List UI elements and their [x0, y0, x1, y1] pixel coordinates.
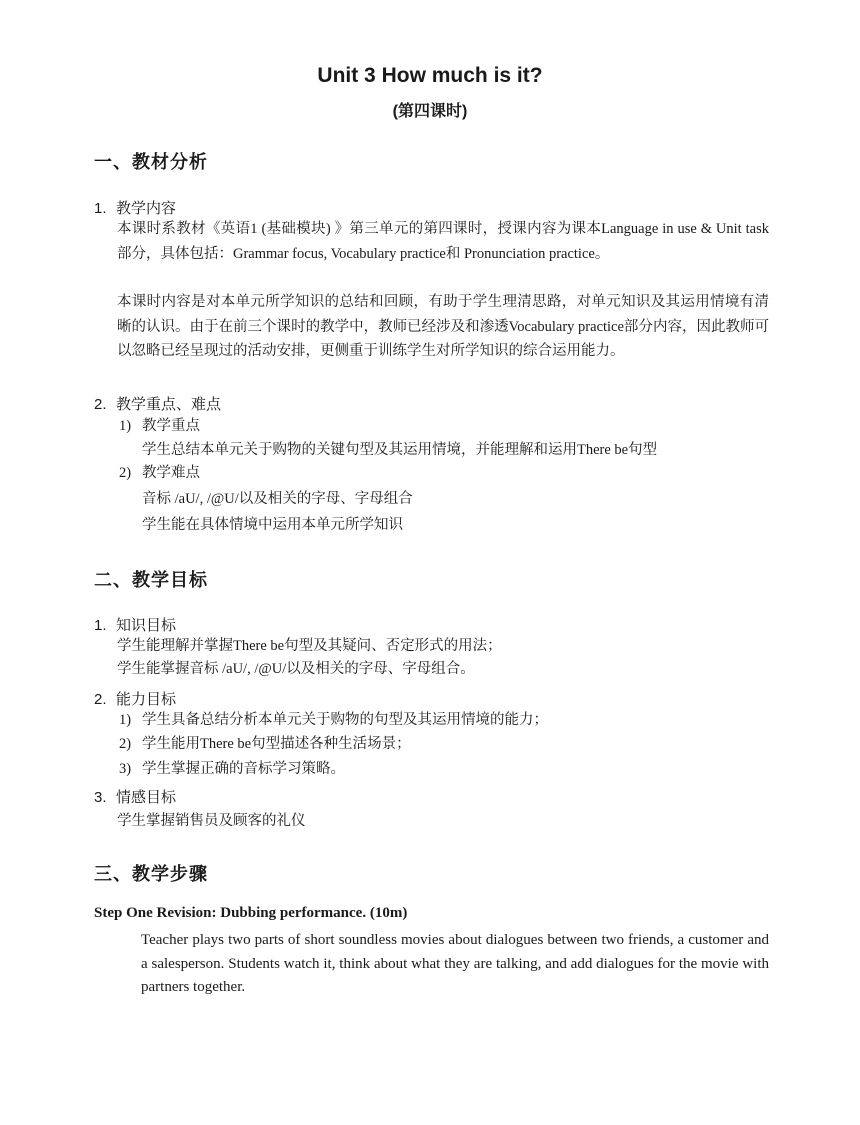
sub-number: 2): [119, 465, 132, 481]
content-paragraph-1: 本课时系教材《英语1 (基础模块) 》第三单元的第四课时，授课内容为课本Language in use & Unit task部分，具体包括：Grammar focus, Vocabulary practice和 Pronunciation practice。: [117, 221, 769, 262]
item-heading-key-points: [94, 393, 221, 414]
emotion-text: 学生掌握销售员及顾客的礼仪: [117, 813, 306, 829]
sub-number: 3): [119, 761, 132, 777]
sub-text: 学生掌握正确的音标学习策略。: [142, 761, 345, 777]
item-number: 2.: [94, 691, 107, 708]
sub-text: 学生能用There be句型描述各种生活场景；: [142, 736, 411, 752]
content-paragraph-2: 本课时内容是对本单元所学知识的总结和回顾，有助于学生理清思路，对单元知识及其运用情境有清晰的认识。由于在前三个课时的教学中，教师已经涉及和渗透Vocabulary practice部分内容，因此教师可以忽略已经呈现过的活动安排，更侧重于训练学生对所学知识的综合运用能力。: [117, 294, 769, 359]
item-label: 情感目标: [116, 789, 177, 806]
ability-item: [119, 758, 345, 780]
sub-heading-difficulty: [119, 462, 200, 484]
item-number: 1.: [94, 617, 107, 634]
item-label: 知识目标: [116, 617, 177, 634]
item-heading-knowledge: [94, 614, 176, 635]
focus-text: 学生总结本单元关于购物的关键句型及其运用情境，并能理解和运用There be句型: [142, 442, 658, 458]
item-number: 1.: [94, 200, 107, 217]
item-label: 教学内容: [116, 200, 177, 217]
knowledge-text-1: 学生能理解并掌握There be句型及其疑问、否定形式的用法；: [117, 638, 502, 654]
ability-item: [119, 709, 548, 731]
sub-label: 教学重点: [142, 418, 200, 434]
knowledge-text-2: 学生能掌握音标 /aU/, /@U/以及相关的字母、字母组合。: [117, 661, 475, 677]
step-heading: Step One Revision: Dubbing performance. (10m): [94, 905, 408, 921]
section-heading-steps: 三、教学步骤: [94, 864, 208, 884]
difficulty-text-2: 学生能在具体情境中运用本单元所学知识: [142, 517, 403, 533]
item-label: 教学重点、难点: [116, 396, 222, 413]
sub-number: 1): [119, 418, 132, 434]
document-subtitle: (第四课时): [392, 103, 468, 120]
sub-number: 2): [119, 736, 132, 752]
step-description: Teacher plays two parts of short soundless movies about dialogues between two friends, a customer and a salesperson. Students watch it, think about what they are talking, and add dialogues for the movie with partners together.: [141, 932, 769, 995]
item-number: 3.: [94, 789, 107, 806]
item-heading-emotion: [94, 786, 176, 807]
section-heading-materials: 一、教材分析: [94, 152, 208, 172]
section-heading-objectives: 二、教学目标: [94, 570, 208, 590]
sub-heading-focus: [119, 415, 200, 437]
item-label: 能力目标: [116, 691, 177, 708]
ability-item: [119, 733, 411, 755]
document-title: Unit 3 How much is it?: [317, 64, 543, 87]
item-heading-content: [94, 197, 176, 218]
item-heading-ability: [94, 688, 176, 709]
item-number: 2.: [94, 396, 107, 413]
difficulty-text-1: 音标 /aU/, /@U/以及相关的字母、字母组合: [142, 491, 413, 507]
sub-label: 教学难点: [142, 465, 200, 481]
sub-text: 学生具备总结分析本单元关于购物的句型及其运用情境的能力；: [142, 712, 548, 728]
sub-number: 1): [119, 712, 132, 728]
